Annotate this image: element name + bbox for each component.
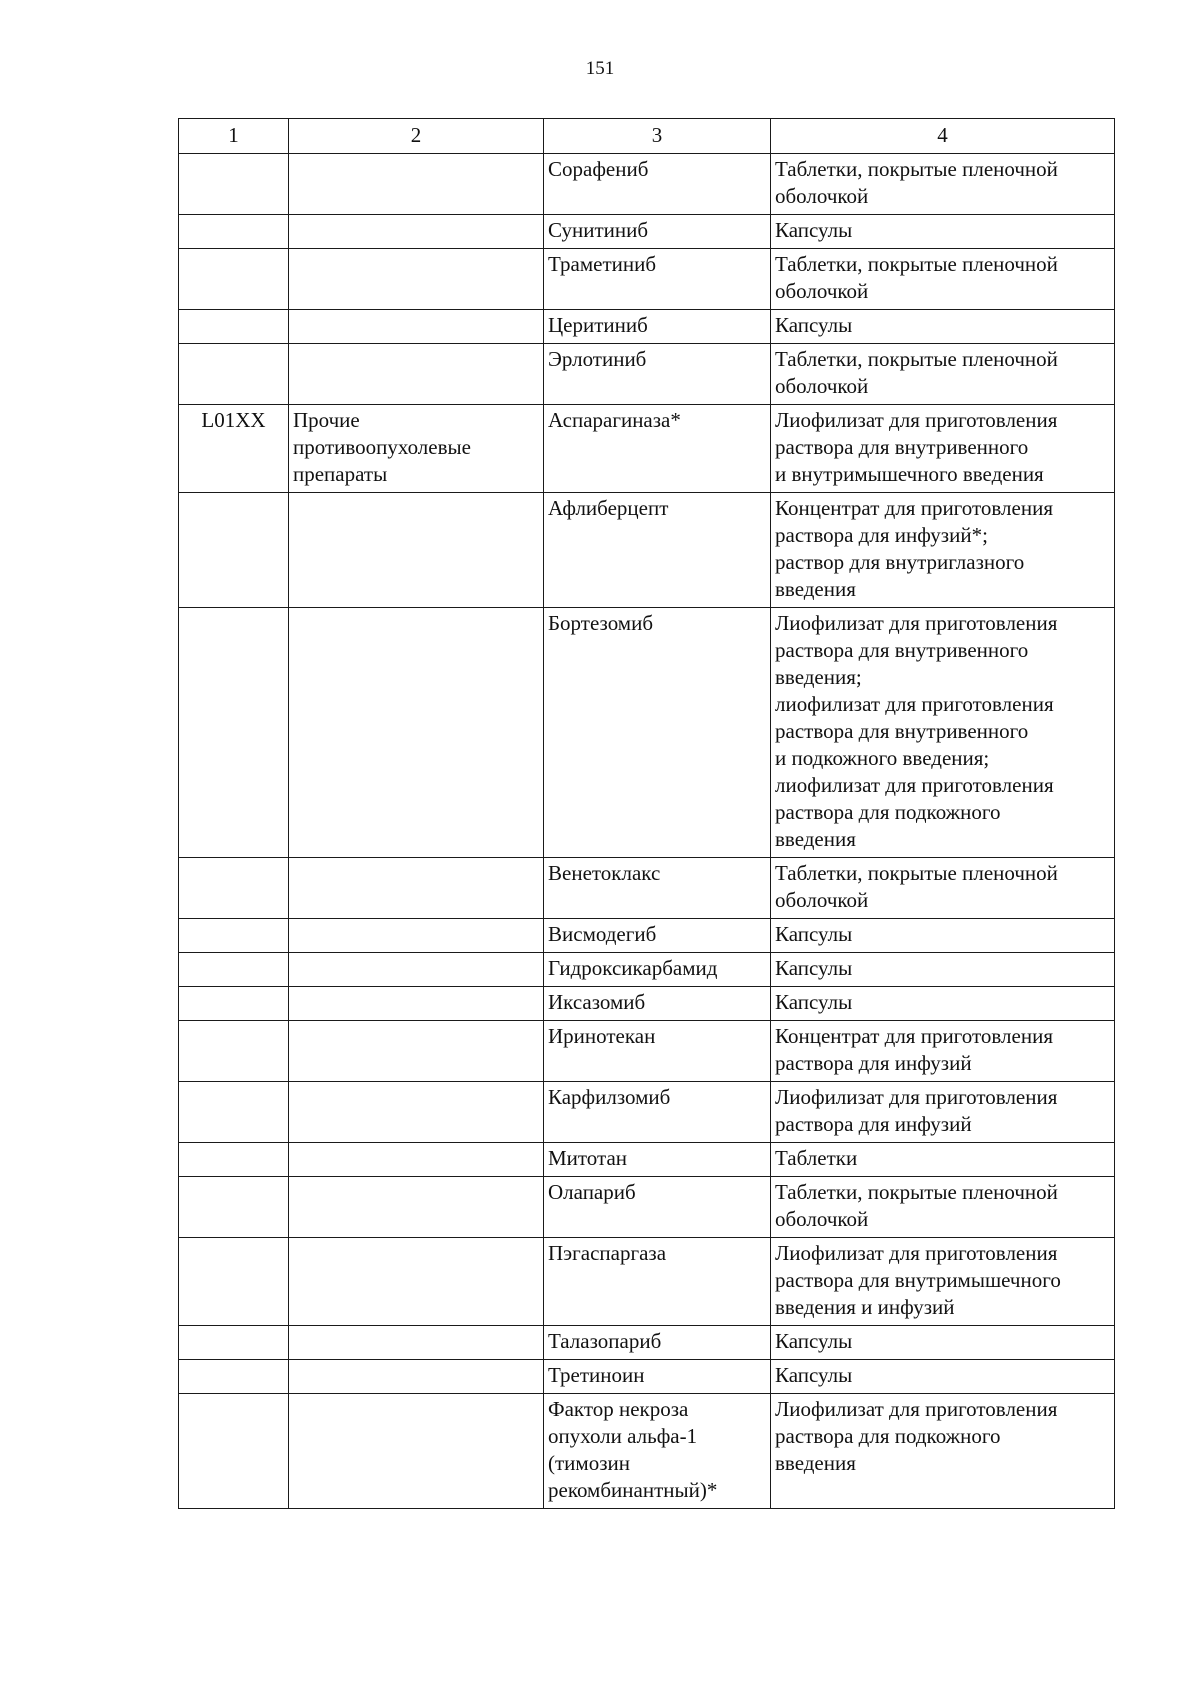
dosage-form-line: раствор для внутриглазного	[775, 550, 1025, 574]
cell-drug-name: Иксазомиб	[544, 987, 771, 1021]
dosage-form-line: раствора для инфузий	[775, 1051, 972, 1075]
dosage-form-line: Таблетки, покрытые пленочной	[775, 252, 1058, 276]
cell-drug-name: Бортезомиб	[544, 608, 771, 858]
dosage-form-line: оболочкой	[775, 279, 869, 303]
cell-atc-code	[179, 953, 289, 987]
dosage-form-line: Лиофилизат для приготовления	[775, 408, 1058, 432]
dosage-form-line: Концентрат для приготовления	[775, 1024, 1053, 1048]
cell-group-name	[289, 858, 544, 919]
dosage-form-line: Лиофилизат для приготовления	[775, 611, 1058, 635]
dosage-form-line: Лиофилизат для приготовления	[775, 1085, 1058, 1109]
table-row	[179, 858, 1115, 919]
page-number: 151	[585, 58, 615, 79]
table-row	[179, 215, 1115, 249]
cell-atc-code	[179, 858, 289, 919]
dosage-form-line: оболочкой	[775, 184, 869, 208]
table-row	[179, 1394, 1115, 1509]
cell-drug-name: Гидроксикарбамид	[544, 953, 771, 987]
cell-drug-name: Митотан	[544, 1143, 771, 1177]
cell-atc-code	[179, 154, 289, 215]
cell-atc-code	[179, 1394, 289, 1509]
cell-group-name	[289, 310, 544, 344]
table-row	[179, 493, 1115, 608]
dosage-form-line: Таблетки, покрытые пленочной	[775, 1180, 1058, 1204]
cell-dosage-form	[771, 154, 1115, 215]
cell-group-name	[289, 1177, 544, 1238]
table-row	[179, 1238, 1115, 1326]
dosage-form-line: лиофилизат для приготовления	[775, 773, 1054, 797]
cell-atc-code	[179, 987, 289, 1021]
cell-drug-name: Аспарагиназа*	[544, 405, 771, 493]
cell-group-name	[289, 344, 544, 405]
dosage-form-line: Таблетки, покрытые пленочной	[775, 861, 1058, 885]
dosage-form-line: и внутримышечного введения	[775, 462, 1044, 486]
cell-dosage-form	[771, 919, 1115, 953]
dosage-form-line: Таблетки	[775, 1146, 858, 1170]
column-header: 3	[544, 119, 771, 154]
cell-atc-code	[179, 1082, 289, 1143]
cell-dosage-form	[771, 493, 1115, 608]
cell-drug-name: Пэгаспаргаза	[544, 1238, 771, 1326]
cell-atc-code	[179, 1021, 289, 1082]
drug-table	[178, 118, 1115, 1509]
table-row	[179, 1326, 1115, 1360]
cell-group-name	[289, 493, 544, 608]
cell-dosage-form	[771, 1177, 1115, 1238]
dosage-form-line: Концентрат для приготовления	[775, 496, 1053, 520]
dosage-form-line: введения;	[775, 665, 862, 689]
dosage-form-line: раствора для внутривенного	[775, 435, 1029, 459]
cell-drug-name: Талазопариб	[544, 1326, 771, 1360]
cell-drug-name: Эрлотиниб	[544, 344, 771, 405]
dosage-form-line: и подкожного введения;	[775, 746, 990, 770]
cell-group-name	[289, 1082, 544, 1143]
dosage-form-line: Лиофилизат для приготовления	[775, 1241, 1058, 1265]
table-row	[179, 1021, 1115, 1082]
cell-atc-code: L01XX	[179, 405, 289, 493]
cell-dosage-form	[771, 215, 1115, 249]
cell-atc-code	[179, 310, 289, 344]
cell-dosage-form	[771, 1360, 1115, 1394]
cell-atc-code	[179, 1360, 289, 1394]
dosage-form-line: оболочкой	[775, 888, 869, 912]
dosage-form-line: раствора для подкожного	[775, 800, 1001, 824]
table-row	[179, 249, 1115, 310]
cell-drug-name: Карфилзомиб	[544, 1082, 771, 1143]
cell-dosage-form	[771, 1021, 1115, 1082]
cell-group-name	[289, 1238, 544, 1326]
cell-drug-name: Фактор некроза опухоли альфа-1 (тимозин рекомбинантный)*	[544, 1394, 771, 1509]
cell-drug-name: Висмодегиб	[544, 919, 771, 953]
cell-group-name	[289, 1021, 544, 1082]
cell-dosage-form	[771, 310, 1115, 344]
cell-group-name	[289, 1394, 544, 1509]
cell-group-name	[289, 249, 544, 310]
cell-dosage-form	[771, 858, 1115, 919]
cell-drug-name: Венетоклакс	[544, 858, 771, 919]
dosage-form-line: Капсулы	[775, 922, 853, 946]
dosage-form-line: введения	[775, 1451, 856, 1475]
table-row	[179, 953, 1115, 987]
cell-dosage-form	[771, 1326, 1115, 1360]
cell-drug-name: Сунитиниб	[544, 215, 771, 249]
cell-dosage-form	[771, 953, 1115, 987]
dosage-form-line: Капсулы	[775, 218, 853, 242]
dosage-form-line: введения и инфузий	[775, 1295, 955, 1319]
cell-drug-name: Церитиниб	[544, 310, 771, 344]
cell-drug-name: Афлиберцепт	[544, 493, 771, 608]
column-header: 4	[771, 119, 1115, 154]
dosage-form-line: Капсулы	[775, 1329, 853, 1353]
dosage-form-line: Таблетки, покрытые пленочной	[775, 157, 1058, 181]
dosage-form-line: раствора для инфузий	[775, 1112, 972, 1136]
cell-drug-name: Сорафениб	[544, 154, 771, 215]
dosage-form-line: Таблетки, покрытые пленочной	[775, 347, 1058, 371]
table-header-row	[179, 119, 1115, 154]
cell-drug-name: Траметиниб	[544, 249, 771, 310]
cell-group-name	[289, 215, 544, 249]
cell-drug-name: Иринотекан	[544, 1021, 771, 1082]
dosage-form-line: Капсулы	[775, 956, 853, 980]
table-row	[179, 1177, 1115, 1238]
cell-atc-code	[179, 215, 289, 249]
cell-dosage-form	[771, 987, 1115, 1021]
cell-group-name: Прочие противоопухолевые препараты	[289, 405, 544, 493]
cell-group-name	[289, 1360, 544, 1394]
dosage-form-line: раствора для подкожного	[775, 1424, 1001, 1448]
cell-atc-code	[179, 1238, 289, 1326]
table-row	[179, 919, 1115, 953]
dosage-form-line: введения	[775, 577, 856, 601]
cell-group-name	[289, 987, 544, 1021]
dosage-form-line: Капсулы	[775, 313, 853, 337]
cell-dosage-form	[771, 344, 1115, 405]
dosage-form-line: раствора для внутривенного	[775, 638, 1029, 662]
cell-dosage-form	[771, 405, 1115, 493]
table-row	[179, 310, 1115, 344]
cell-dosage-form	[771, 1082, 1115, 1143]
table-row	[179, 1082, 1115, 1143]
cell-dosage-form	[771, 249, 1115, 310]
cell-dosage-form	[771, 1143, 1115, 1177]
cell-atc-code	[179, 249, 289, 310]
dosage-form-line: оболочкой	[775, 1207, 869, 1231]
table-row	[179, 344, 1115, 405]
table-row	[179, 1360, 1115, 1394]
column-header: 2	[289, 119, 544, 154]
table-row	[179, 608, 1115, 858]
table-row	[179, 154, 1115, 215]
cell-group-name	[289, 953, 544, 987]
cell-atc-code	[179, 1177, 289, 1238]
cell-atc-code	[179, 919, 289, 953]
cell-group-name	[289, 608, 544, 858]
table-row	[179, 405, 1115, 493]
cell-group-name	[289, 154, 544, 215]
dosage-form-line: раствора для инфузий*;	[775, 523, 988, 547]
cell-drug-name: Третиноин	[544, 1360, 771, 1394]
table-row	[179, 1143, 1115, 1177]
table-row	[179, 987, 1115, 1021]
cell-dosage-form	[771, 608, 1115, 858]
cell-atc-code	[179, 1326, 289, 1360]
dosage-form-line: лиофилизат для приготовления	[775, 692, 1054, 716]
cell-atc-code	[179, 608, 289, 858]
cell-group-name	[289, 1143, 544, 1177]
cell-drug-name: Олапариб	[544, 1177, 771, 1238]
column-header: 1	[179, 119, 289, 154]
cell-dosage-form	[771, 1238, 1115, 1326]
dosage-form-line: Капсулы	[775, 990, 853, 1014]
dosage-form-line: Капсулы	[775, 1363, 853, 1387]
cell-group-name	[289, 919, 544, 953]
cell-dosage-form	[771, 1394, 1115, 1509]
cell-group-name	[289, 1326, 544, 1360]
dosage-form-line: раствора для внутримышечного	[775, 1268, 1061, 1292]
cell-atc-code	[179, 344, 289, 405]
dosage-form-line: введения	[775, 827, 856, 851]
cell-atc-code	[179, 1143, 289, 1177]
dosage-form-line: оболочкой	[775, 374, 869, 398]
dosage-form-line: раствора для внутривенного	[775, 719, 1029, 743]
dosage-form-line: Лиофилизат для приготовления	[775, 1397, 1058, 1421]
cell-atc-code	[179, 493, 289, 608]
